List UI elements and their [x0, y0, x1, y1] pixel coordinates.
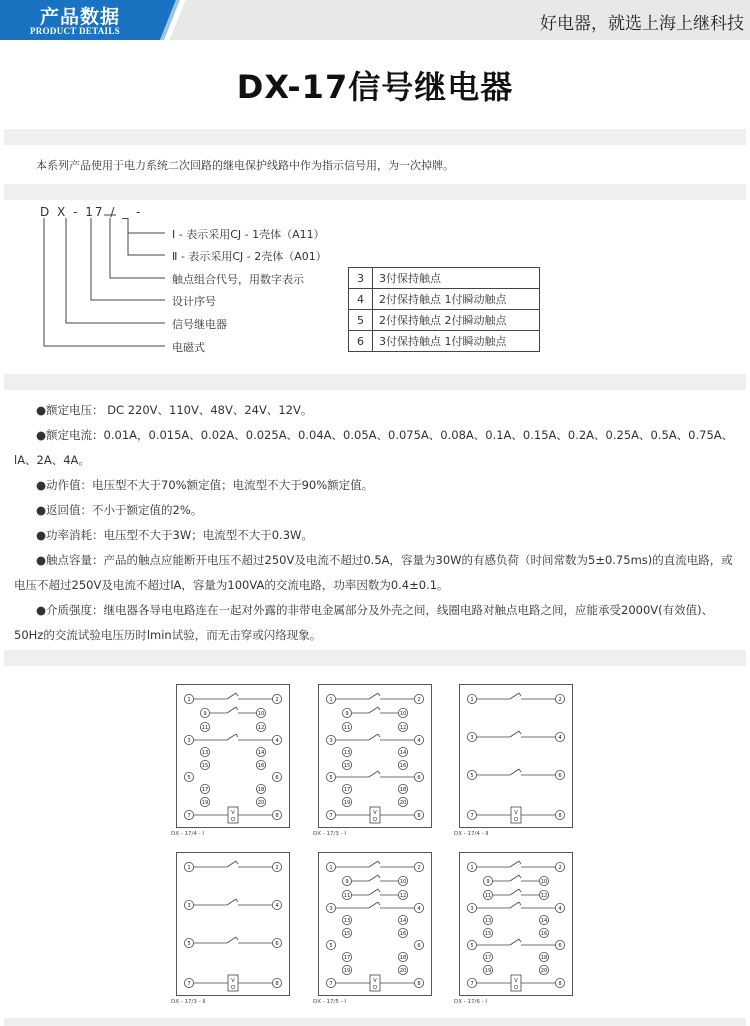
wiring-caption: DX - 17/5 - Ⅰ [313, 999, 346, 1005]
contact-9-10 [205, 707, 261, 713]
terminal-2 [414, 862, 423, 871]
code-label-type2: Ⅱ - 表示采用CJ - 2壳体（A01） [172, 250, 327, 263]
svg-text:19: 19 [343, 968, 351, 974]
terminal-13 [483, 915, 492, 924]
svg-text:7: 7 [329, 981, 333, 987]
svg-text:16: 16 [257, 763, 265, 769]
section-divider [4, 1018, 746, 1026]
spec-rated-voltage: ●额定电压： DC 220V、110V、48V、24V、12V。 [36, 403, 313, 417]
svg-text:8: 8 [417, 981, 421, 987]
wiring-drawing [177, 853, 289, 995]
terminal-4 [272, 735, 281, 744]
svg-text:9: 9 [345, 711, 349, 717]
spec-operate-value: ●动作值：电压型不大于70%额定值；电流型不大于90%额定值。 [36, 478, 374, 492]
terminal-3 [467, 732, 476, 741]
svg-text:2: 2 [275, 865, 279, 871]
svg-text:14: 14 [257, 750, 265, 756]
terminal-19 [483, 965, 492, 974]
terminal-11 [342, 890, 351, 899]
svg-text:8: 8 [275, 981, 279, 987]
svg-text:5: 5 [470, 943, 474, 949]
terminal-1 [326, 694, 335, 703]
table-row [349, 268, 540, 289]
svg-text:12: 12 [257, 725, 265, 731]
svg-text:3: 3 [187, 738, 191, 744]
terminal-17 [483, 952, 492, 961]
terminal-12 [256, 722, 265, 731]
terminal-4 [555, 903, 564, 912]
terminal-5 [326, 772, 335, 781]
svg-text:V: V [514, 978, 518, 984]
terminal-12 [398, 722, 407, 731]
svg-text:6: 6 [417, 943, 421, 949]
svg-text:10: 10 [257, 711, 265, 717]
terminal-6 [272, 938, 281, 947]
svg-text:3: 3 [329, 738, 333, 744]
terminal-9 [342, 708, 351, 717]
contact-11-12 [488, 889, 544, 895]
contact-1-2 [331, 693, 419, 699]
table-cell-desc: 2付保持触点 1付瞬动触点 [373, 289, 540, 310]
svg-text:12: 12 [540, 893, 548, 899]
code-label-signal-relay: 信号继电器 [172, 318, 227, 331]
section-divider [4, 374, 746, 390]
terminal-4 [555, 732, 564, 741]
svg-text:9: 9 [486, 879, 490, 885]
contact-5-6 [331, 771, 419, 777]
svg-text:7: 7 [187, 813, 191, 819]
terminal-12 [398, 890, 407, 899]
svg-text:10: 10 [540, 879, 548, 885]
svg-text:17: 17 [343, 955, 351, 961]
terminal-2 [555, 694, 564, 703]
terminal-17 [342, 952, 351, 961]
contact-9-10 [488, 875, 544, 881]
terminal-15 [342, 760, 351, 769]
svg-text:2: 2 [558, 865, 562, 871]
terminal-1 [467, 694, 476, 703]
svg-text:20: 20 [540, 968, 548, 974]
table-cell-num: 6 [349, 331, 373, 352]
svg-text:1: 1 [187, 865, 191, 871]
spec-return-value: ●返回值：不小于额定值的2%。 [36, 503, 203, 517]
svg-text:1: 1 [329, 865, 333, 871]
terminal-7 [184, 978, 193, 987]
table-cell-desc: 3付保持触点 [373, 268, 540, 289]
terminal-14 [256, 747, 265, 756]
svg-text:2: 2 [558, 697, 562, 703]
wiring-drawing [319, 853, 431, 995]
contact-5-6 [472, 939, 560, 945]
svg-text:7: 7 [187, 981, 191, 987]
svg-text:18: 18 [257, 787, 265, 793]
terminal-10 [256, 708, 265, 717]
svg-text:1: 1 [470, 865, 474, 871]
code-label-contact-code: 触点组合代号，用数字表示 [172, 273, 304, 286]
table-cell-desc: 3付保持触点 1付瞬动触点 [373, 331, 540, 352]
terminal-6 [414, 772, 423, 781]
svg-text:6: 6 [558, 773, 562, 779]
terminal-8 [414, 978, 423, 987]
terminal-8 [555, 810, 564, 819]
svg-text:10: 10 [399, 711, 407, 717]
contact-5-6 [189, 937, 277, 943]
terminal-10 [539, 876, 548, 885]
contact-1-2 [189, 693, 277, 699]
contact-3-4 [189, 734, 277, 740]
coil-symbol [370, 975, 380, 991]
terminal-11 [200, 722, 209, 731]
contact-1-2 [472, 861, 560, 867]
coil-symbol [370, 807, 380, 823]
terminal-18 [539, 952, 548, 961]
svg-text:11: 11 [484, 893, 492, 899]
spec-list [14, 398, 740, 648]
terminal-5 [326, 940, 335, 949]
svg-text:19: 19 [343, 800, 351, 806]
table-cell-num: 5 [349, 310, 373, 331]
terminal-3 [467, 903, 476, 912]
svg-text:14: 14 [540, 918, 548, 924]
terminal-12 [539, 890, 548, 899]
terminal-15 [342, 928, 351, 937]
terminal-18 [256, 784, 265, 793]
terminal-2 [272, 694, 281, 703]
svg-text:19: 19 [201, 800, 209, 806]
svg-text:8: 8 [275, 813, 279, 819]
terminal-18 [398, 784, 407, 793]
svg-text:4: 4 [558, 735, 562, 741]
terminal-7 [467, 978, 476, 987]
svg-text:15: 15 [484, 931, 492, 937]
svg-text:1: 1 [329, 697, 333, 703]
contact-11-12 [347, 889, 403, 895]
coil-symbol [228, 807, 238, 823]
svg-text:3: 3 [187, 903, 191, 909]
terminal-9 [342, 876, 351, 885]
wiring-diagram [318, 684, 432, 828]
contact-3-4 [472, 902, 560, 908]
wiring-diagram [459, 684, 573, 828]
terminal-1 [326, 862, 335, 871]
svg-text:8: 8 [558, 813, 562, 819]
svg-text:15: 15 [201, 763, 209, 769]
svg-text:5: 5 [187, 775, 191, 781]
svg-text:12: 12 [399, 725, 407, 731]
svg-text:11: 11 [343, 725, 351, 731]
table-cell-desc: 2付保持触点 2付瞬动触点 [373, 310, 540, 331]
svg-text:V: V [373, 978, 377, 984]
contact-9-10 [347, 707, 403, 713]
terminal-5 [467, 770, 476, 779]
svg-text:V: V [514, 810, 518, 816]
terminal-13 [200, 747, 209, 756]
terminal-2 [414, 694, 423, 703]
svg-text:11: 11 [343, 893, 351, 899]
wiring-caption: DX - 17/6 - Ⅰ [454, 999, 487, 1005]
terminal-19 [200, 797, 209, 806]
terminal-17 [200, 784, 209, 793]
contact-5-6 [472, 769, 560, 775]
wiring-drawing [460, 685, 572, 827]
svg-text:16: 16 [399, 763, 407, 769]
svg-text:2: 2 [275, 697, 279, 703]
svg-text:6: 6 [417, 775, 421, 781]
table-cell-num: 4 [349, 289, 373, 310]
section-divider [4, 650, 746, 666]
svg-text:6: 6 [275, 775, 279, 781]
terminal-4 [414, 903, 423, 912]
svg-text:13: 13 [484, 918, 492, 924]
terminal-4 [414, 735, 423, 744]
terminal-3 [326, 735, 335, 744]
wiring-caption: DX - 17/3 - Ⅱ [171, 999, 206, 1005]
terminal-14 [398, 747, 407, 756]
code-label-design-no: 设计序号 [172, 295, 216, 308]
svg-text:18: 18 [399, 955, 407, 961]
terminal-11 [483, 890, 492, 899]
svg-text:13: 13 [201, 750, 209, 756]
code-label-type1: Ⅰ - 表示采用CJ - 1壳体（A11） [172, 228, 325, 241]
terminal-20 [256, 797, 265, 806]
terminal-17 [342, 784, 351, 793]
wiring-drawing [177, 685, 289, 827]
terminal-9 [200, 708, 209, 717]
svg-text:4: 4 [275, 903, 279, 909]
terminal-11 [342, 722, 351, 731]
terminal-16 [398, 760, 407, 769]
terminal-3 [326, 903, 335, 912]
contact-3-4 [189, 899, 277, 905]
table-cell-num: 3 [349, 268, 373, 289]
terminal-6 [555, 940, 564, 949]
svg-text:5: 5 [329, 775, 333, 781]
wiring-diagram [318, 852, 432, 996]
svg-text:1: 1 [470, 697, 474, 703]
svg-text:13: 13 [343, 918, 351, 924]
svg-text:6: 6 [275, 941, 279, 947]
svg-text:V: V [231, 978, 235, 984]
terminal-1 [467, 862, 476, 871]
svg-text:4: 4 [275, 738, 279, 744]
terminal-15 [483, 928, 492, 937]
svg-text:11: 11 [201, 725, 209, 731]
svg-text:V: V [373, 810, 377, 816]
terminal-7 [326, 810, 335, 819]
svg-text:10: 10 [399, 879, 407, 885]
contact-3-4 [472, 731, 560, 737]
table-row [349, 289, 540, 310]
terminal-7 [326, 978, 335, 987]
terminal-5 [467, 940, 476, 949]
terminal-20 [398, 797, 407, 806]
svg-text:20: 20 [399, 968, 407, 974]
terminal-19 [342, 797, 351, 806]
svg-text:13: 13 [343, 750, 351, 756]
svg-text:15: 15 [343, 763, 351, 769]
svg-text:2: 2 [417, 865, 421, 871]
terminal-10 [398, 708, 407, 717]
svg-text:7: 7 [470, 981, 474, 987]
terminal-14 [398, 915, 407, 924]
terminal-13 [342, 915, 351, 924]
code-label-electromagnetic: 电磁式 [172, 341, 205, 354]
wiring-caption: DX - 17/3 - Ⅰ [313, 831, 346, 837]
svg-text:20: 20 [257, 800, 265, 806]
contact-3-4 [331, 734, 419, 740]
terminal-3 [184, 735, 193, 744]
model-code: D X - 17 / _ - [40, 205, 143, 219]
svg-text:1: 1 [187, 697, 191, 703]
svg-text:9: 9 [203, 711, 207, 717]
wiring-drawing [319, 685, 431, 827]
coil-symbol [228, 975, 238, 991]
svg-text:4: 4 [558, 906, 562, 912]
svg-text:5: 5 [470, 773, 474, 779]
svg-text:5: 5 [187, 941, 191, 947]
svg-text:17: 17 [484, 955, 492, 961]
terminal-20 [398, 965, 407, 974]
svg-text:2: 2 [417, 697, 421, 703]
terminal-16 [539, 928, 548, 937]
svg-text:6: 6 [558, 943, 562, 949]
contact-3-4 [331, 902, 419, 908]
coil-symbol [511, 807, 521, 823]
terminal-1 [184, 862, 193, 871]
svg-text:15: 15 [343, 931, 351, 937]
terminal-5 [184, 772, 193, 781]
tab-title: 产品数据 [40, 6, 121, 28]
terminal-4 [272, 900, 281, 909]
coil-symbol [511, 975, 521, 991]
spec-dielectric-strength: ●介质强度：继电器各导电电路连在一起对外露的非带电金属部分及外壳之间，线圈电路对触点电路之间，应能承受2000V(有效值)、50Hz的交流试验电压历时lmin试验，而无击穿或闪络现象。 [14, 603, 714, 642]
svg-text:5: 5 [329, 943, 333, 949]
page-title: DX-17信号继电器 [236, 68, 514, 106]
svg-text:14: 14 [399, 918, 407, 924]
terminal-8 [272, 810, 281, 819]
wiring-drawing [460, 853, 572, 995]
svg-text:20: 20 [399, 800, 407, 806]
terminal-8 [555, 978, 564, 987]
terminal-9 [483, 876, 492, 885]
terminal-6 [555, 770, 564, 779]
terminal-16 [398, 928, 407, 937]
wiring-caption: DX - 17/4 - Ⅱ [454, 831, 489, 837]
svg-text:3: 3 [470, 735, 474, 741]
terminal-5 [184, 938, 193, 947]
svg-text:7: 7 [329, 813, 333, 819]
svg-text:17: 17 [343, 787, 351, 793]
wiring-diagram [176, 684, 290, 828]
contact-1-2 [189, 861, 277, 867]
header-slogan: 好电器，就选上海上继科技 [540, 14, 744, 34]
svg-text:14: 14 [399, 750, 407, 756]
spec-rated-current: ●额定电流：0.01A，0.015A、0.02A、0.025A、0.04A、0.05A、0.075A、0.08A、0.1A、0.15A、0.2A、0.25A、0.5A、0.75A、lA、2A、4A。 [14, 428, 734, 467]
terminal-20 [539, 965, 548, 974]
svg-text:9: 9 [345, 879, 349, 885]
svg-text:18: 18 [399, 787, 407, 793]
terminal-8 [414, 810, 423, 819]
intro-text: 本系列产品使用于电力系统二次回路的继电保护线路中作为指示信号用，为一次掉牌。 [36, 159, 454, 172]
terminal-1 [184, 694, 193, 703]
terminal-14 [539, 915, 548, 924]
contact-1-2 [472, 693, 560, 699]
terminal-7 [184, 810, 193, 819]
wiring-caption: DX - 17/4 - Ⅰ [171, 831, 204, 837]
contact-9-10 [347, 875, 403, 881]
svg-text:16: 16 [540, 931, 548, 937]
svg-text:12: 12 [399, 893, 407, 899]
svg-text:4: 4 [417, 906, 421, 912]
spec-power-consumption: ●功率消耗：电压型不大于3W；电流型不大于0.3W。 [36, 528, 313, 542]
terminal-6 [272, 772, 281, 781]
terminal-7 [467, 810, 476, 819]
tab-subtitle: PRODUCT DETAILS [30, 26, 120, 36]
svg-text:8: 8 [558, 981, 562, 987]
svg-text:19: 19 [484, 968, 492, 974]
svg-text:17: 17 [201, 787, 209, 793]
terminal-6 [414, 940, 423, 949]
terminal-2 [555, 862, 564, 871]
table-row [349, 331, 540, 352]
wiring-diagram [176, 852, 290, 996]
terminal-10 [398, 876, 407, 885]
table-row [349, 310, 540, 331]
svg-text:16: 16 [399, 931, 407, 937]
terminal-15 [200, 760, 209, 769]
spec-contact-capacity: ●触点容量：产品的触点应能断开电压不超过250V及电流不超过0.5A，容量为30W的有感负荷（时间常数为5±0.75ms)的直流电路，或电压不超过250V及电流不超过lA，容量为100VA的交流电路，功率因数为0.4±0.1。 [14, 553, 733, 592]
terminal-3 [184, 900, 193, 909]
svg-text:V: V [231, 810, 235, 816]
wiring-diagram [459, 852, 573, 996]
svg-text:3: 3 [329, 906, 333, 912]
svg-text:7: 7 [470, 813, 474, 819]
svg-text:8: 8 [417, 813, 421, 819]
terminal-8 [272, 978, 281, 987]
svg-text:3: 3 [470, 906, 474, 912]
contact-1-2 [331, 861, 419, 867]
contact-code-table [348, 267, 540, 352]
terminal-2 [272, 862, 281, 871]
terminal-19 [342, 965, 351, 974]
svg-text:4: 4 [417, 738, 421, 744]
terminal-13 [342, 747, 351, 756]
svg-text:18: 18 [540, 955, 548, 961]
terminal-18 [398, 952, 407, 961]
terminal-16 [256, 760, 265, 769]
